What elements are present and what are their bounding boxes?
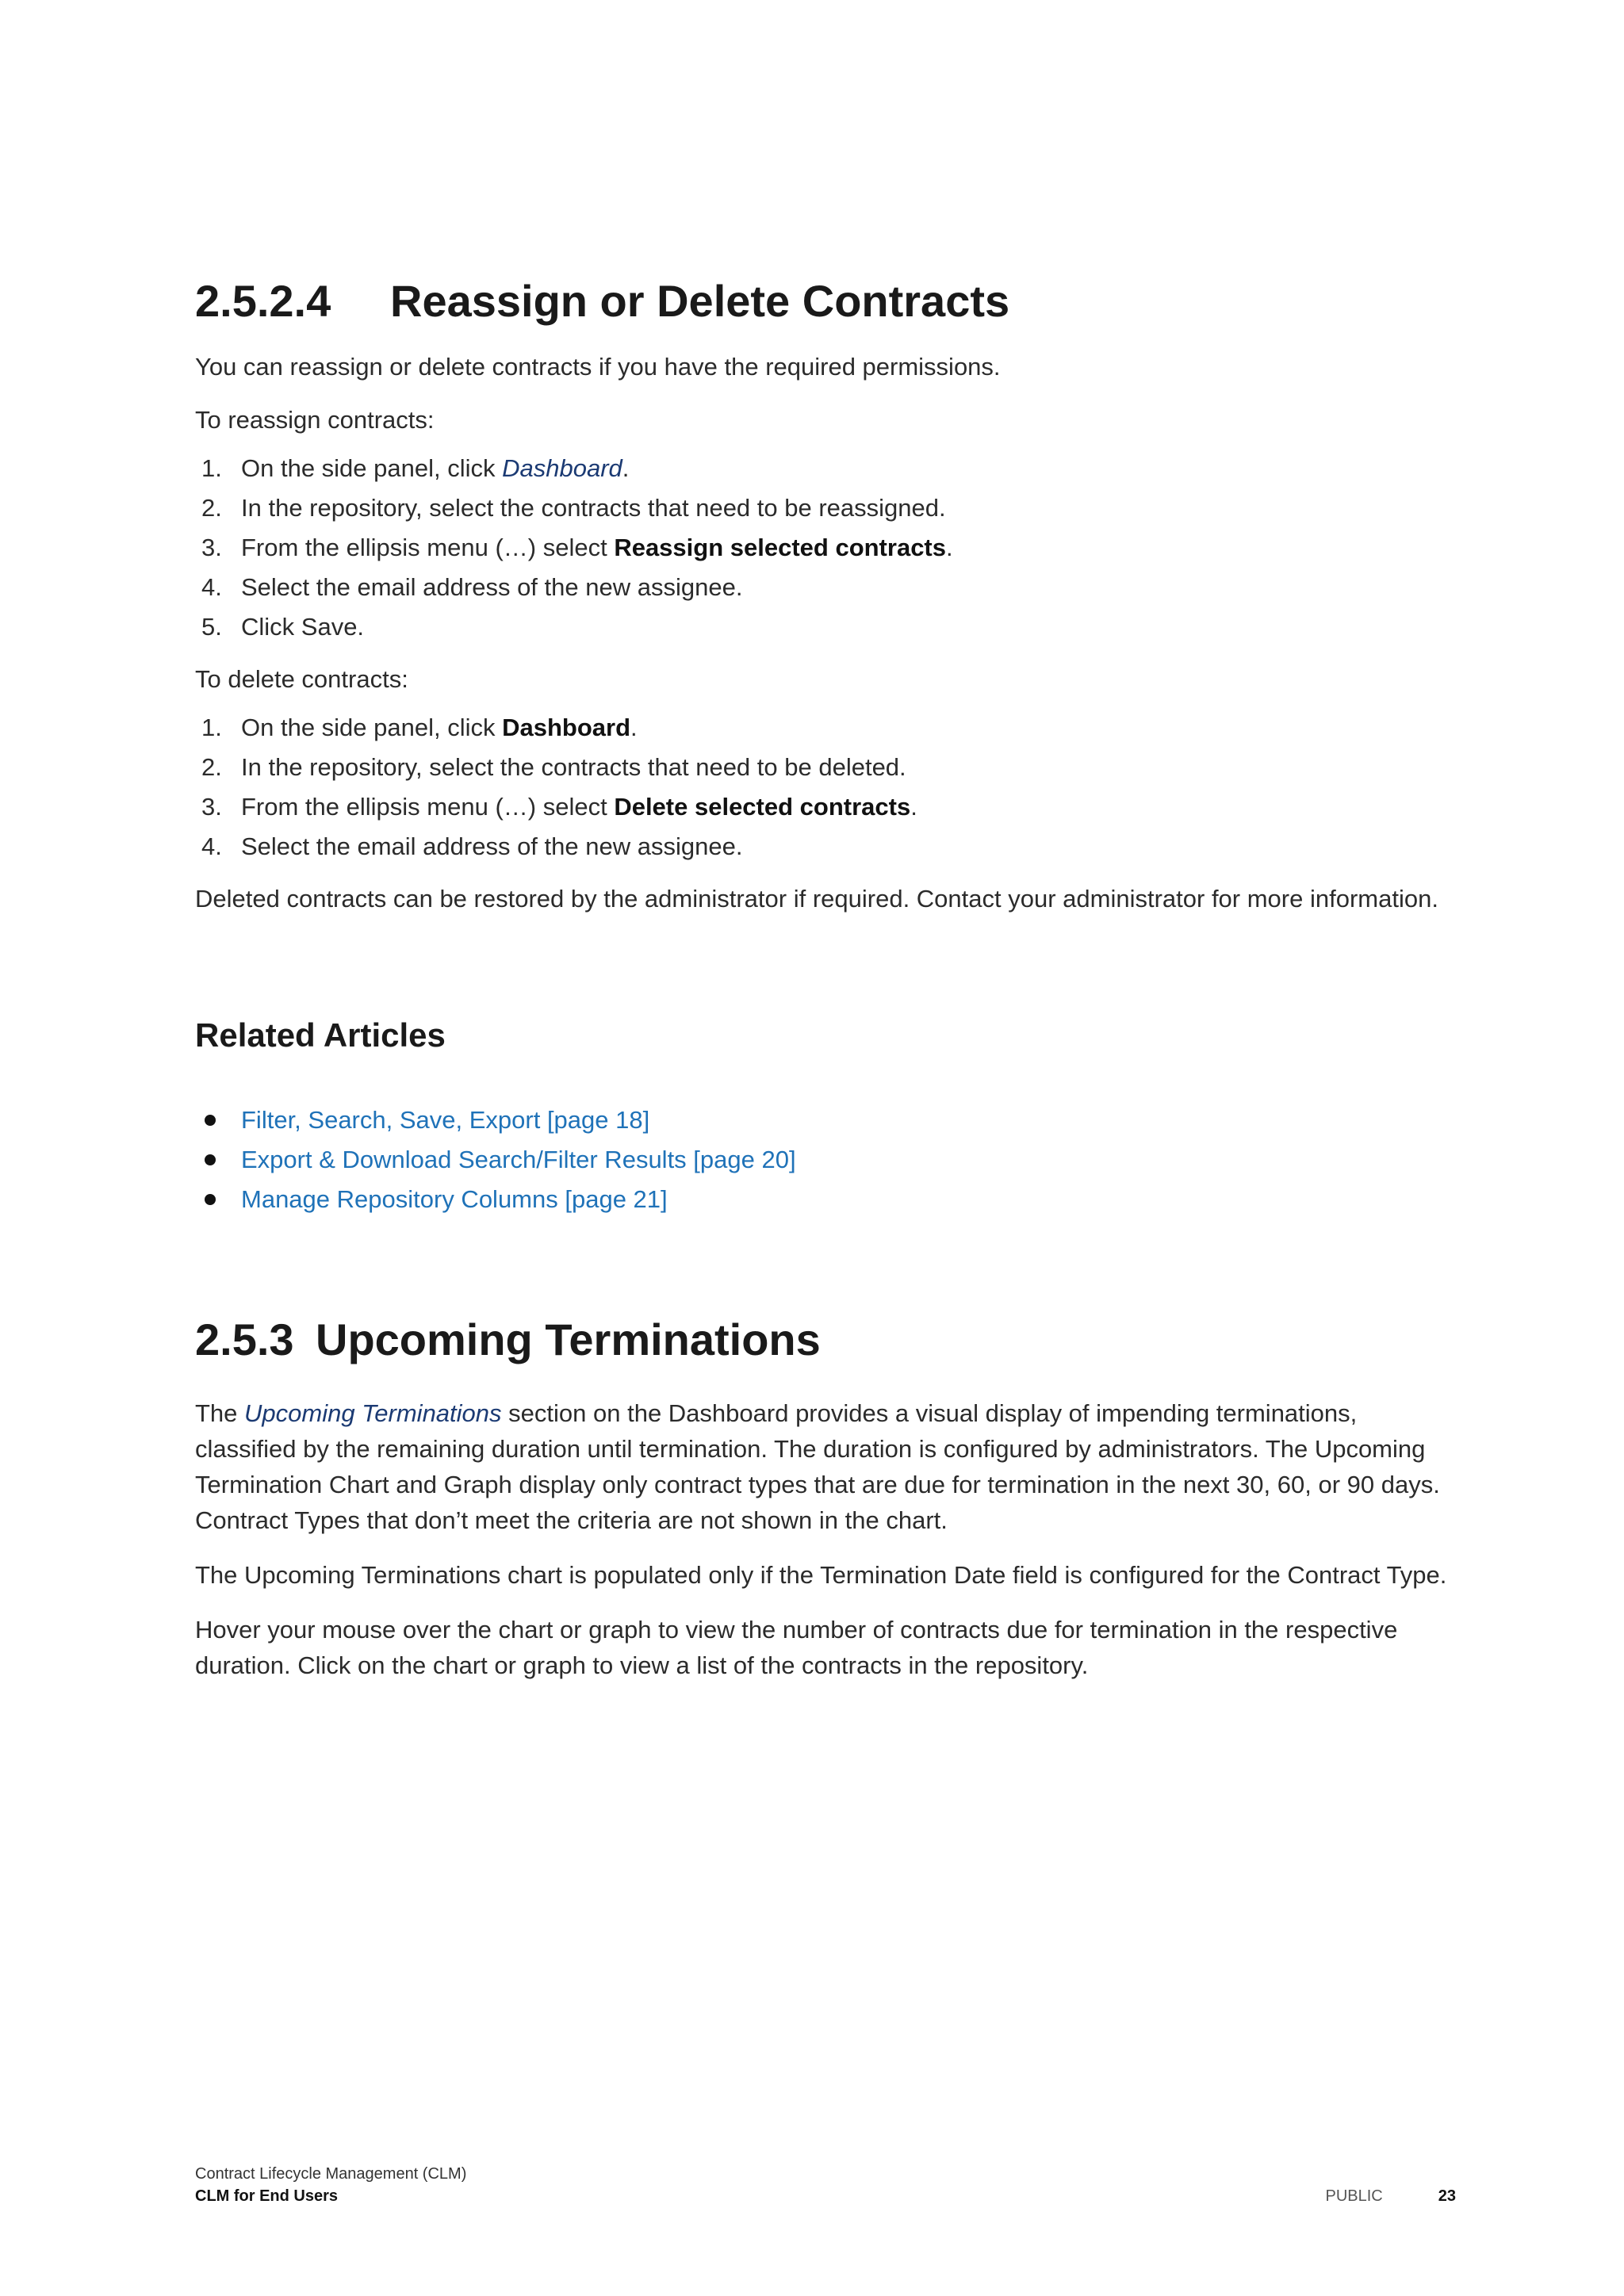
step-number: 2. [201,753,222,781]
list-item [195,568,1456,607]
list-item [195,708,1456,748]
related-articles-list [195,1100,1456,1219]
step-number: 4. [201,573,222,601]
list-item [195,528,1456,568]
ui-term: Reassign selected contracts [614,534,946,561]
step-number: 2. [201,494,222,522]
terminations-paragraph-3: Hover your mouse over the chart or graph to view the number of contracts due for termination in the respective duration. Click on the chart or graph to view a list of the contracts in the repository. [195,1616,1398,1679]
step-number: 3. [201,534,222,561]
related-link-filter-search[interactable]: Filter, Search, Save, Export [page 18] [241,1106,650,1134]
list-item [195,827,1456,867]
list-item [195,1100,1456,1140]
step-text: From the ellipsis menu (…) select [241,793,615,821]
step-text: On the side panel, click [241,714,503,741]
step-text-end: . [630,714,638,741]
step-text: From the ellipsis menu (…) select [241,534,615,561]
related-articles-heading: Related Articles [195,1016,446,1054]
section-title: Upcoming Terminations [316,1314,821,1364]
step-text: In the repository, select the contracts that need to be deleted. [241,753,906,781]
terminations-paragraph-2: The Upcoming Terminations chart is populated only if the Termination Date field is configured for the Contract Type. [195,1561,1447,1589]
restore-note: Deleted contracts can be restored by the administrator if required. Contact your administrator for more information. [195,885,1438,913]
section-title: Reassign or Delete Contracts [390,276,1010,326]
related-link-export-download[interactable]: Export & Download Search/Filter Results [page 20] [241,1146,796,1173]
paragraph-text: The [195,1399,245,1427]
ui-term: Delete selected contracts [614,793,911,821]
page-content [195,270,1456,1683]
classification-label: PUBLIC [1325,2187,1383,2205]
step-text: Select the email address of the new assignee. [241,573,743,601]
footer-doc-title: Contract Lifecycle Management (CLM) [195,2165,467,2183]
bullet-icon [205,1194,216,1205]
terminations-paragraph-1 [195,1395,1456,1538]
delete-steps-list [195,708,1456,867]
footer-right [1326,2185,1457,2207]
step-number: 1. [201,454,222,482]
step-text: On the side panel, click [241,454,503,482]
list-item [195,449,1456,488]
related-link-manage-columns[interactable]: Manage Repository Columns [page 21] [241,1185,668,1213]
bullet-icon [205,1115,216,1126]
step-number: 5. [201,613,222,641]
step-number: 4. [201,832,222,860]
step-text-end: . [946,534,953,561]
step-text-end: . [622,454,630,482]
page-number: 23 [1438,2187,1456,2205]
delete-intro: To delete contracts: [195,665,408,693]
upcoming-terminations-link[interactable]: Upcoming Terminations [244,1399,502,1427]
list-item [195,488,1456,528]
section-heading-2-5-3 [195,1308,1456,1372]
section-number: 2.5.2.4 [195,276,331,326]
footer-doc-subtitle: CLM for End Users [195,2187,339,2205]
reassign-steps-list [195,449,1456,647]
step-text: Click Save. [241,613,365,641]
dashboard-link[interactable]: Dashboard [502,454,622,482]
ui-term: Dashboard [502,714,631,741]
step-text-end: . [910,793,917,821]
reassign-intro: To reassign contracts: [195,406,435,434]
page-footer [195,2163,1456,2207]
list-item [195,748,1456,787]
list-item [195,787,1456,827]
paragraph-text: section on the Dashboard provides a visual display of impending terminations, classified by the remaining duration until termination. The duration is configured by administrators. The Upcoming Termination Chart and Graph display only contract types that are due for termination in the next 30, 60, or 90 days. Contract Types that don’t meet the criteria are not shown in the chart. [195,1399,1440,1534]
step-text: Select the email address of the new assignee. [241,832,743,860]
list-item [195,1180,1456,1219]
bullet-icon [205,1154,216,1165]
list-item [195,1140,1456,1180]
step-number: 1. [201,714,222,741]
section-number: 2.5.3 [195,1314,294,1364]
list-item [195,607,1456,647]
step-text: In the repository, select the contracts that need to be reassigned. [241,494,946,522]
section-heading-2-5-2-4 [195,270,1456,333]
intro-paragraph: You can reassign or delete contracts if you have the required permissions. [195,353,1001,381]
step-number: 3. [201,793,222,821]
